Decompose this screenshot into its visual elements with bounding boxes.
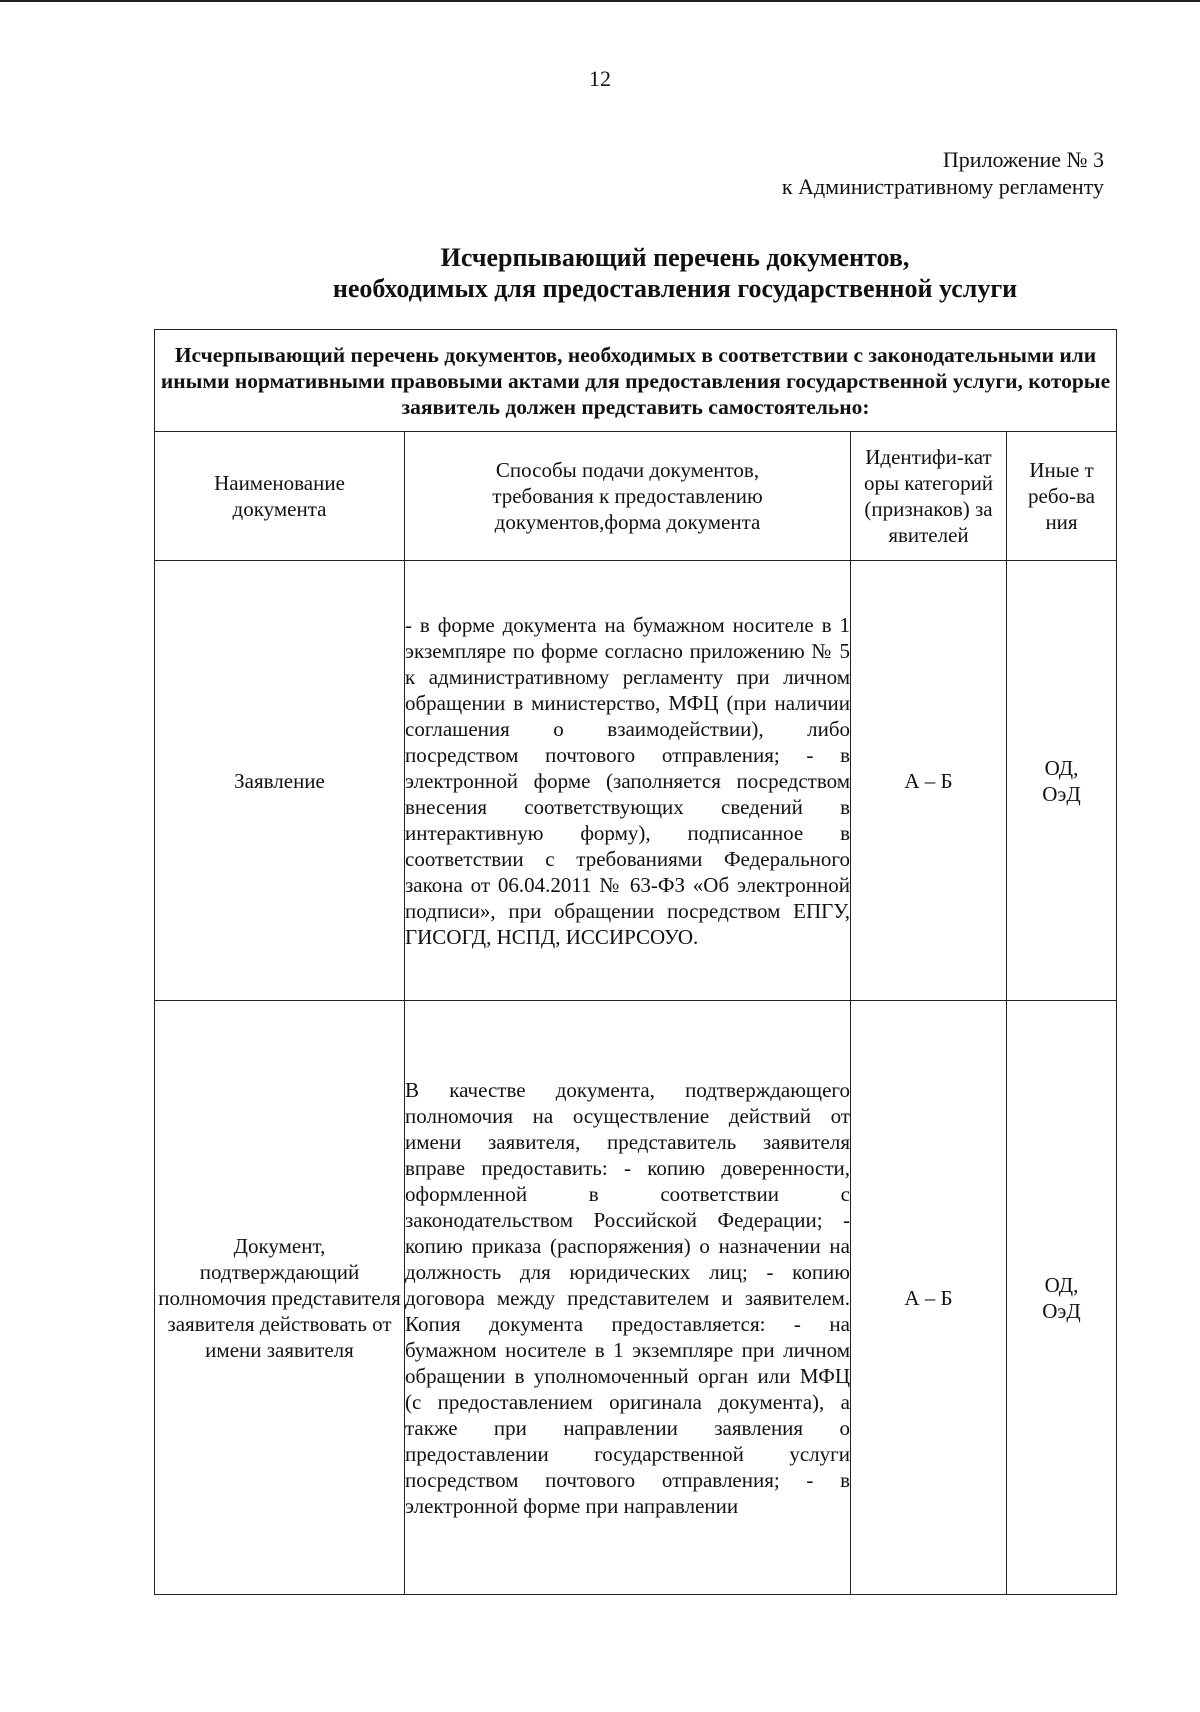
document-title-line-2: необходимых для предоставления государственной услуги bbox=[332, 274, 1018, 303]
appendix-regulation: к Административному регламенту bbox=[781, 174, 1104, 199]
appendix-reference bbox=[782, 146, 1104, 200]
appendix-number: Приложение № 3 bbox=[942, 147, 1104, 172]
header-document-name: Наименование документа bbox=[155, 432, 405, 561]
table-header-row bbox=[155, 432, 1117, 561]
row-document-name: Заявление bbox=[155, 561, 405, 1001]
table-caption: Исчерпывающий перечень документов, необходимых в соответствии с законодательными или иными нормативными правовыми актами для предоставления государственной услуги, которые заявитель должен представить самостоятельно: bbox=[155, 330, 1117, 432]
row-submission-methods: В качестве документа, подтверждающего полномочия на осуществление действий от имени заявителя, представитель заявителя вправе предоставить: - копию доверенности, оформленной в соответствии с законодательством Российской Федерации; - копию приказа (распоряжения) о назначении на должность для юридических лиц; - копию договора между представителем и заявителем. Копия документа предоставляется: - на бумажном носителе в 1 экземпляре при личном обращении в уполномоченный орган или МФЦ (с предоставлением оригинала документа), а также при направлении заявления о предоставлении государственной услуги посредством почтового отправления; - в электронной форме при направлении bbox=[405, 1001, 851, 1595]
documents-table bbox=[154, 329, 1117, 1595]
row-document-name: Документ, подтверждающий полномочия представителя заявителя действовать от имени заявителя bbox=[155, 1001, 405, 1595]
document-title-line-1: Исчерпывающий перечень документов, bbox=[440, 243, 910, 272]
table-row bbox=[155, 1001, 1117, 1595]
header-applicant-identifiers: Идентифи-каторы категорий (признаков) заявителей bbox=[851, 432, 1007, 561]
row-applicant-identifiers: А – Б bbox=[851, 1001, 1007, 1595]
row-applicant-identifiers: А – Б bbox=[851, 561, 1007, 1001]
top-border-line bbox=[0, 0, 1200, 2]
table-caption-row bbox=[155, 330, 1117, 432]
page-number: 12 bbox=[589, 66, 611, 91]
row-submission-methods: - в форме документа на бумажном носителе в 1 экземпляре по форме согласно приложению № 5 к административному регламенту при личном обращении в министерство, МФЦ (при наличии соглашения о взаимодействии), либо посредством почтового отправления; - в электронной форме (заполняется посредством внесения соответствующих сведений в интерактивную форму), подписанное в соответствии с требованиями Федерального закона от 06.04.2011 № 63-ФЗ «Об электронной подписи», при обращении посредством ЕПГУ, ГИСОГД, НСПД, ИССИРСОУО. bbox=[405, 561, 851, 1001]
row-other-requirements: ОД, ОэД bbox=[1007, 1001, 1117, 1595]
table-row bbox=[155, 561, 1117, 1001]
row-other-requirements: ОД, ОэД bbox=[1007, 561, 1117, 1001]
header-submission-methods: Способы подачи документов, требования к предоставлению документов,форма документа bbox=[405, 432, 851, 561]
document-title bbox=[150, 242, 1200, 304]
header-other-requirements: Иные требо-вания bbox=[1007, 432, 1117, 561]
